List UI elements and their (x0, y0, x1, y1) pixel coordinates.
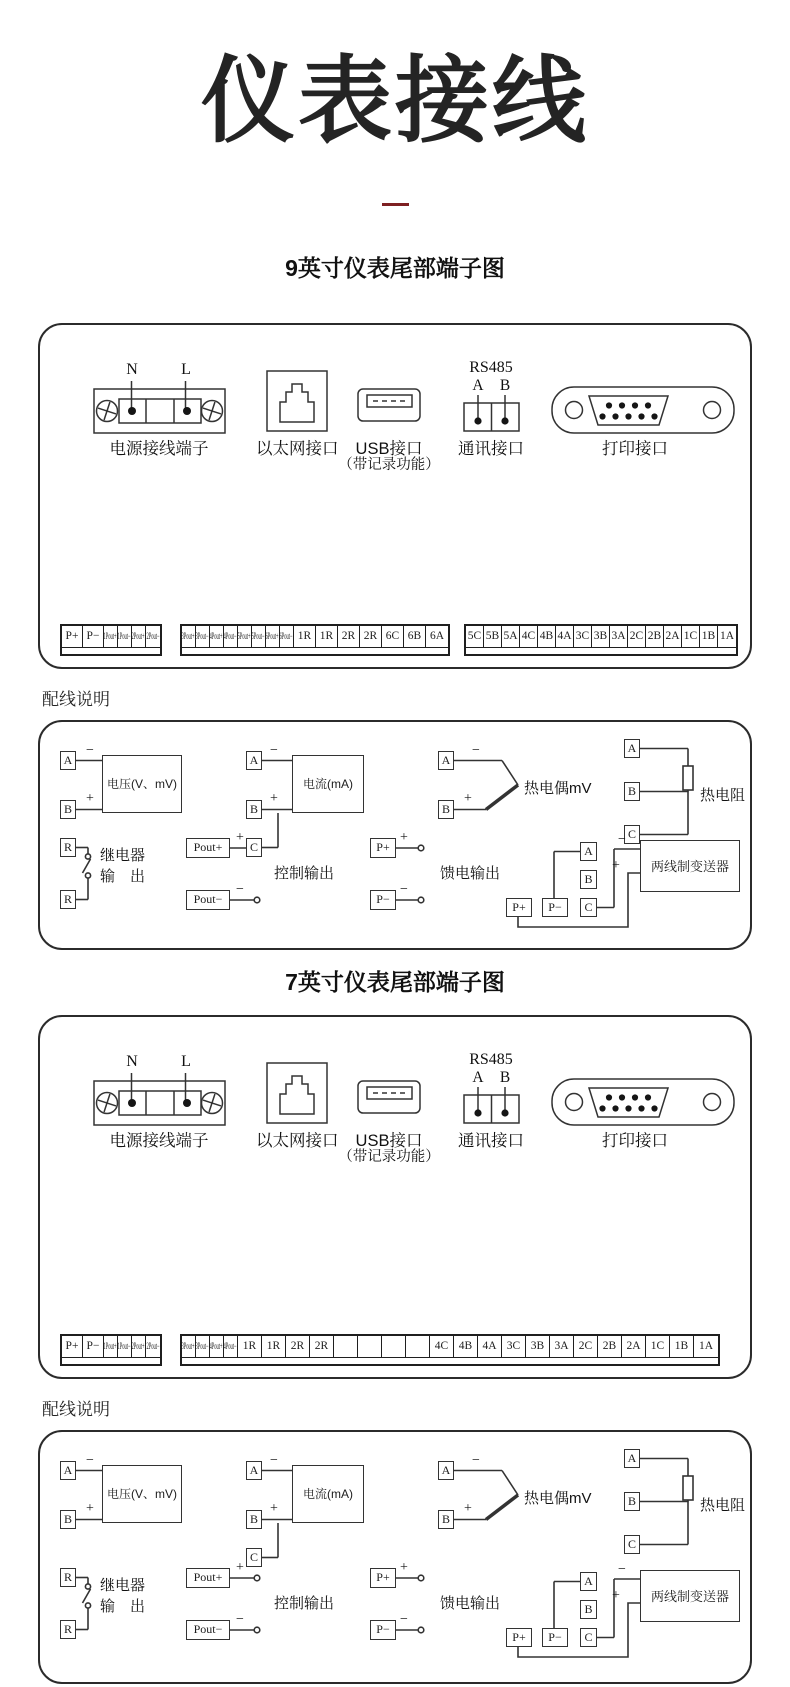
control-terminal-pout-plus: Pout+ (186, 1568, 230, 1588)
terminal-cell: 4A (556, 626, 574, 647)
terminal-cell: 3A (610, 626, 628, 647)
tc-terminal-a: A (438, 751, 454, 770)
printer-port-icon (548, 1075, 738, 1129)
rtd-terminal-a: A (624, 1449, 640, 1468)
panel-7inch-wiring (38, 1430, 752, 1684)
terminal-cell: 4B (454, 1336, 478, 1357)
current-terminal-b: B (246, 800, 262, 819)
terminal-strip-block (180, 1334, 720, 1366)
transmitter-device-box: 两线制变送器 (640, 840, 740, 892)
terminal-cell: 4Pout− (224, 1336, 238, 1357)
printer-port-icon (548, 383, 738, 437)
control-output-label: 控制输出 (274, 1594, 335, 1612)
terminal-cell: 2Pout+ (132, 1336, 146, 1357)
rs485-terminal-icon (460, 391, 524, 435)
ethernet-port-icon (265, 1061, 329, 1125)
terminal-cell: 2Pout+ (132, 626, 146, 647)
terminal-cell (334, 1336, 358, 1357)
current-plus-sign: + (270, 1500, 278, 1516)
terminal-cell (406, 1336, 430, 1357)
terminal-cell: 1R (262, 1336, 286, 1357)
transmitter-terminal-c: C (580, 898, 597, 917)
feed-plus-sign: + (400, 829, 408, 845)
power-l-label: L (181, 1052, 191, 1070)
usb-label: USB接口 (355, 1131, 423, 1150)
red-divider (382, 203, 409, 206)
terminal-cell: 1R (294, 626, 316, 647)
terminal-cell: 1Pout− (118, 626, 132, 647)
tc-minus-sign: − (472, 742, 480, 758)
usb-sublabel: （带记录功能） (338, 1148, 440, 1165)
terminal-cell: 3C (574, 626, 592, 647)
printer-label: 打印接口 (602, 439, 668, 458)
terminal-strip-block (464, 624, 738, 656)
rtd-terminal-c: C (624, 825, 640, 844)
current-plus-sign: + (270, 790, 278, 806)
terminal-cell: 3B (592, 626, 610, 647)
control-minus-sign: − (236, 881, 244, 897)
terminal-strip-block (60, 1334, 162, 1366)
terminal-cell: 4Pout− (224, 626, 238, 647)
transmitter-terminal-p-minus: P− (542, 1628, 568, 1647)
terminal-cell: 5Pout− (252, 626, 266, 647)
terminal-cell: 4Pout+ (210, 626, 224, 647)
control-output-label: 控制输出 (274, 864, 335, 882)
terminal-cell: 3Pout+ (182, 1336, 196, 1357)
terminal-strip-block (180, 624, 450, 656)
terminal-cell: 2R (338, 626, 360, 647)
terminal-cell: 3B (526, 1336, 550, 1357)
tc-minus-sign: − (472, 1452, 480, 1468)
terminal-cell: 5Pout+ (238, 626, 252, 647)
terminal-cell: 1Pout+ (104, 626, 118, 647)
control-plus-sign: + (236, 1559, 244, 1575)
terminal-cell: 4A (478, 1336, 502, 1357)
voltage-device-box: 电压(V、mV) (102, 1465, 182, 1523)
power-l-label: L (181, 360, 191, 378)
terminal-cell: 6B (404, 626, 426, 647)
current-terminal-c: C (246, 838, 262, 857)
panel-9inch-wiring (38, 720, 752, 950)
terminal-cell: 2B (598, 1336, 622, 1357)
transmitter-device-box: 两线制变送器 (640, 1570, 740, 1622)
strip-lower-band (62, 647, 160, 654)
wiring-note-7: 配线说明 (42, 1399, 110, 1419)
ethernet-label: 以太网接口 (256, 439, 339, 458)
terminal-cell: 1C (646, 1336, 670, 1357)
strip-lower-band (62, 1357, 160, 1364)
terminal-cell: 2B (646, 626, 664, 647)
section-7-heading: 7英寸仪表尾部端子图 (285, 968, 505, 995)
rs485-a-label: A (472, 1068, 484, 1086)
terminal-cell: 2A (664, 626, 682, 647)
current-minus-sign: − (270, 742, 278, 758)
tc-plus-sign: + (464, 790, 472, 806)
control-terminal-pout-minus: Pout− (186, 1620, 230, 1640)
rtd-label: 热电阻 (700, 786, 746, 804)
transmitter-terminal-b: B (580, 870, 597, 889)
transmitter-minus-sign: − (618, 831, 626, 847)
terminal-cell: 2Pout− (146, 631, 160, 642)
rs485-b-label: B (499, 1068, 511, 1086)
current-device-box: 电流(mA) (292, 755, 364, 813)
relay-terminal-r2: R (60, 1620, 76, 1639)
transmitter-minus-sign: − (618, 1561, 626, 1577)
rs485-title: RS485 (469, 358, 513, 376)
transmitter-terminal-a: A (580, 842, 597, 861)
terminal-cell (382, 1336, 406, 1357)
usb-sublabel: （带记录功能） (338, 456, 440, 473)
terminal-cell: 1A (698, 1340, 714, 1353)
control-minus-sign: − (236, 1611, 244, 1627)
section-9-heading: 9英寸仪表尾部端子图 (285, 254, 505, 281)
voltage-terminal-b: B (60, 800, 76, 819)
terminal-cell: 1Pout− (118, 1336, 132, 1357)
terminal-cell: 2R (360, 626, 382, 647)
terminal-cell: 1R (316, 626, 338, 647)
feed-terminal-p-minus: P− (370, 890, 396, 910)
usb-label: USB接口 (355, 439, 423, 458)
tc-terminal-a: A (438, 1461, 454, 1480)
terminal-cell: 1A (719, 630, 735, 643)
voltage-terminal-a: A (60, 751, 76, 770)
ethernet-port-icon (265, 369, 329, 433)
rtd-terminal-b: B (624, 1492, 640, 1511)
strip-lower-band (466, 647, 736, 654)
transmitter-plus-sign: + (612, 1587, 620, 1603)
terminal-cell: 4B (538, 626, 556, 647)
terminal-cell: 6A (429, 630, 445, 643)
transmitter-terminal-p-minus: P− (542, 898, 568, 917)
ethernet-label: 以太网接口 (256, 1131, 339, 1150)
feed-terminal-p-plus: P+ (370, 838, 396, 858)
rtd-terminal-b: B (624, 782, 640, 801)
terminal-cell: 1C (682, 626, 700, 647)
terminal-cell: 4C (520, 626, 538, 647)
terminal-cell: 3A (550, 1336, 574, 1357)
terminal-cell: 2R (286, 1336, 310, 1357)
rs485-title: RS485 (469, 1050, 513, 1068)
rtd-terminal-a: A (624, 739, 640, 758)
transmitter-plus-sign: + (612, 857, 620, 873)
relay-label-2: 输 出 (100, 1597, 146, 1615)
control-terminal-pout-plus: Pout+ (186, 838, 230, 858)
feed-plus-sign: + (400, 1559, 408, 1575)
thermocouple-label: 热电偶mV (524, 1489, 592, 1507)
terminal-cell: 4C (430, 1336, 454, 1357)
current-terminal-a: A (246, 1461, 262, 1480)
wiring-note-9: 配线说明 (42, 689, 110, 709)
voltage-minus-sign: − (86, 1452, 94, 1468)
terminal-cell: 1R (238, 1336, 262, 1357)
terminal-cell: 2C (574, 1336, 598, 1357)
terminal-cell: 3Pout− (196, 1336, 210, 1357)
power-terminal-label: 电源接线端子 (109, 439, 209, 458)
voltage-minus-sign: − (86, 742, 94, 758)
rs485-a-label: A (472, 376, 484, 394)
feed-output-label: 馈电输出 (440, 864, 501, 882)
voltage-plus-sign: + (86, 790, 94, 806)
terminal-cell: 3Pout+ (182, 626, 196, 647)
terminal-cell: 1B (700, 626, 718, 647)
voltage-terminal-b: B (60, 1510, 76, 1529)
terminal-cell: 1Pout+ (104, 1336, 118, 1357)
feed-terminal-p-plus: P+ (370, 1568, 396, 1588)
feed-minus-sign: − (400, 1611, 408, 1627)
feed-output-label: 馈电输出 (440, 1594, 501, 1612)
terminal-cell: 5A (502, 626, 520, 647)
usb-port-icon (356, 387, 422, 423)
current-minus-sign: − (270, 1452, 278, 1468)
current-terminal-b: B (246, 1510, 262, 1529)
transmitter-terminal-b: B (580, 1600, 597, 1619)
rs485-terminal-icon (460, 1083, 524, 1127)
panel-7inch-connectors (38, 1015, 752, 1379)
rtd-label: 热电阻 (700, 1496, 746, 1514)
terminal-cell: 3C (502, 1336, 526, 1357)
strip-lower-band (182, 647, 448, 654)
power-n-label: N (126, 1052, 138, 1070)
current-device-box: 电流(mA) (292, 1465, 364, 1523)
current-terminal-a: A (246, 751, 262, 770)
transmitter-terminal-a: A (580, 1572, 597, 1591)
terminal-cell: 1B (670, 1336, 694, 1357)
rtd-terminal-c: C (624, 1535, 640, 1554)
terminal-cell: 3Pout− (196, 626, 210, 647)
power-terminal-icon (90, 1047, 230, 1127)
comm-label: 通讯接口 (458, 439, 524, 458)
relay-label-2: 输 出 (100, 867, 146, 885)
power-n-label: N (126, 360, 138, 378)
terminal-cell: 6Pout− (280, 626, 294, 647)
terminal-cell: P− (83, 626, 104, 647)
power-terminal-icon (90, 355, 230, 435)
terminal-cell (358, 1336, 382, 1357)
terminal-cell: P+ (62, 626, 83, 647)
terminal-strip-block (60, 624, 162, 656)
relay-terminal-r1: R (60, 1568, 76, 1587)
thermocouple-label: 热电偶mV (524, 779, 592, 797)
power-terminal-label: 电源接线端子 (109, 1131, 209, 1150)
feed-minus-sign: − (400, 881, 408, 897)
control-plus-sign: + (236, 829, 244, 845)
terminal-cell: 2R (310, 1336, 334, 1357)
terminal-cell: 4Pout+ (210, 1336, 224, 1357)
printer-label: 打印接口 (602, 1131, 668, 1150)
terminal-cell: 6C (382, 626, 404, 647)
relay-terminal-r1: R (60, 838, 76, 857)
terminal-cell: 5B (484, 626, 502, 647)
terminal-cell: 2A (622, 1336, 646, 1357)
usb-port-icon (356, 1079, 422, 1115)
voltage-device-box: 电压(V、mV) (102, 755, 182, 813)
tc-plus-sign: + (464, 1500, 472, 1516)
transmitter-terminal-p-plus: P+ (506, 1628, 532, 1647)
transmitter-terminal-c: C (580, 1628, 597, 1647)
terminal-cell: P+ (62, 1336, 83, 1357)
terminal-cell: 6Pout+ (266, 626, 280, 647)
relay-terminal-r2: R (60, 890, 76, 909)
rs485-b-label: B (499, 376, 511, 394)
page-title: 仪表接线 (200, 48, 589, 153)
relay-label-1: 继电器 (100, 1576, 146, 1594)
relay-label-1: 继电器 (100, 846, 146, 864)
transmitter-terminal-p-plus: P+ (506, 898, 532, 917)
terminal-cell: P− (83, 1336, 104, 1357)
terminal-cell: 2Pout− (146, 1341, 160, 1352)
terminal-cell: 5C (466, 626, 484, 647)
current-terminal-c: C (246, 1548, 262, 1567)
voltage-plus-sign: + (86, 1500, 94, 1516)
comm-label: 通讯接口 (458, 1131, 524, 1150)
terminal-cell: 2C (628, 626, 646, 647)
tc-terminal-b: B (438, 1510, 454, 1529)
feed-terminal-p-minus: P− (370, 1620, 396, 1640)
panel-9inch-connectors (38, 323, 752, 669)
strip-lower-band (182, 1357, 718, 1364)
tc-terminal-b: B (438, 800, 454, 819)
voltage-terminal-a: A (60, 1461, 76, 1480)
control-terminal-pout-minus: Pout− (186, 890, 230, 910)
